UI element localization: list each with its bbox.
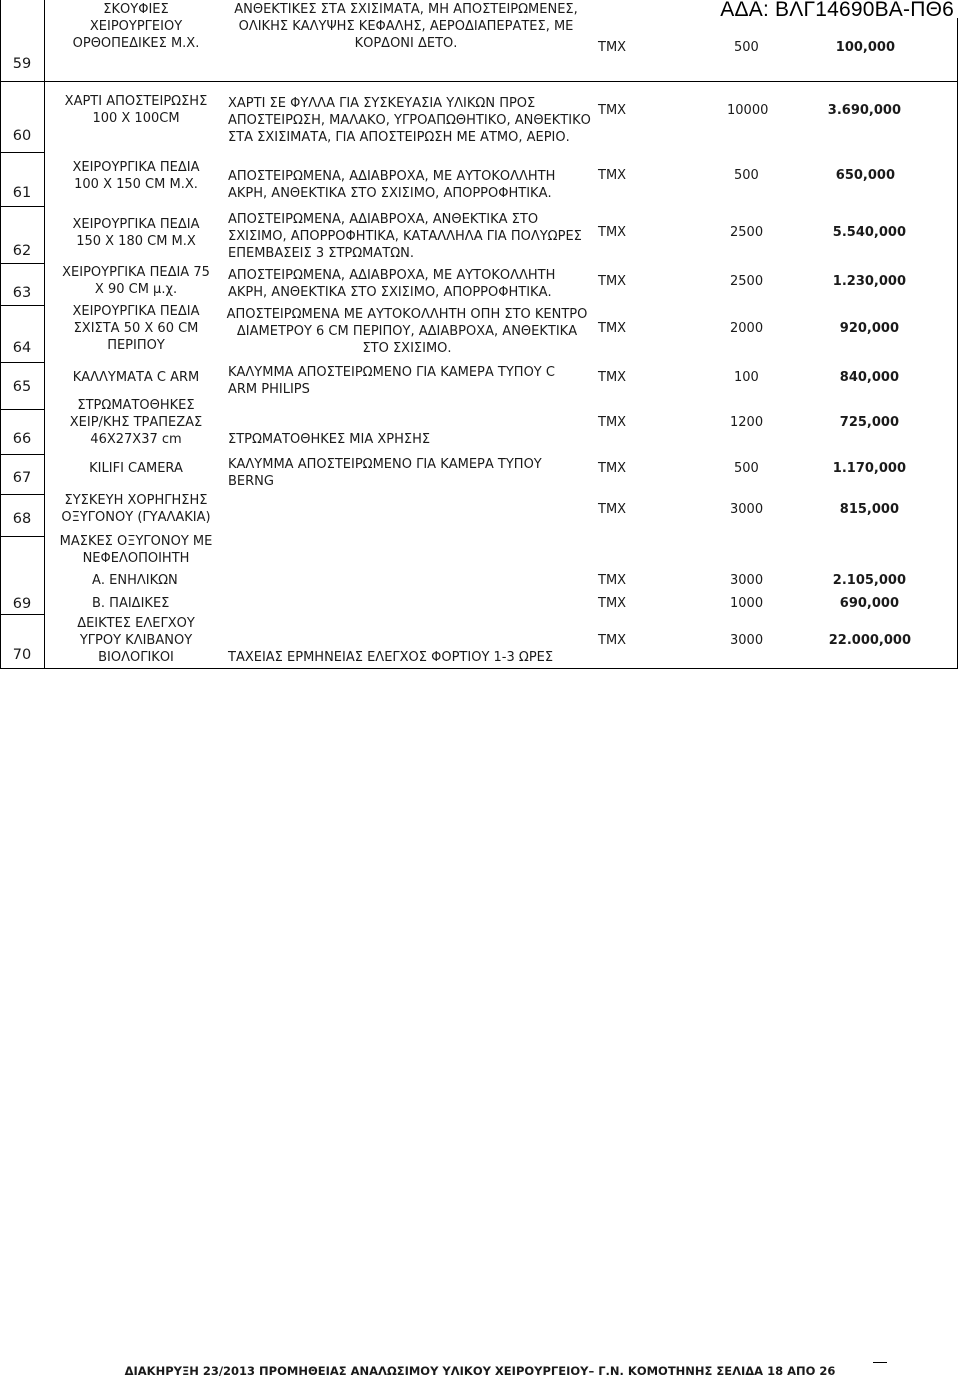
- item-description-line: ΚΑΛΥΜΜΑ ΑΠΟΣΤΕΙΡΩΜΕΝΟ ΓΙΑ ΚΑΜΕΡΑ ΤΥΠΟΥ C: [228, 365, 555, 380]
- quantity: 2500: [730, 225, 764, 240]
- item-name-line: 150 Χ 180 CM Μ.Χ: [76, 234, 196, 249]
- quantity: 3000: [730, 573, 764, 588]
- row-number: 67: [12, 470, 32, 486]
- row-divider: [0, 614, 45, 615]
- item-name-line: Χ 90 CM μ.χ.: [94, 282, 178, 297]
- unit: ΤΜΧ: [598, 415, 627, 430]
- unit: ΤΜΧ: [598, 274, 627, 289]
- unit: ΤΜΧ: [598, 321, 627, 336]
- item-name-line: ΧΑΡΤΙ ΑΠΟΣΤΕΙΡΩΣΗΣ: [64, 94, 208, 109]
- quantity: 500: [734, 40, 759, 55]
- row-divider: [0, 536, 45, 537]
- row-number: 62: [12, 243, 32, 259]
- row-number: 68: [12, 511, 32, 527]
- item-description-line: ΣΤΡΩΜΑΤΟΘΗΚΕΣ ΜΙΑ ΧΡΗΣΗΣ: [228, 432, 431, 447]
- item-description-line: ΑΠΟΣΤΕΙΡΩΜΕΝΑ, ΑΔΙΑΒΡΟΧΑ, ΑΝΘΕΚΤΙΚΑ ΣΤΟ: [228, 212, 539, 227]
- table-border-left: [0, 0, 1, 669]
- item-name-line: KILIFI CAMERA: [89, 461, 183, 476]
- item-name-line: ΜΑΣΚΕΣ ΟΞΥΓΟΝΟΥ ΜΕ: [59, 534, 213, 549]
- unit: ΤΜΧ: [598, 633, 627, 648]
- quantity: 3000: [730, 633, 764, 648]
- subitem-label: Α. ΕΝΗΛΙΚΩΝ: [92, 573, 178, 588]
- item-description-line: ΣΤΑ ΣΧΙΣΙΜΑΤΑ, ΓΙΑ ΑΠΟΣΤΕΙΡΩΣΗ ΜΕ ΑΤΜΟ, ΑΕΡΙΟ.: [228, 130, 570, 145]
- price: 1.230,000: [832, 274, 906, 289]
- price: 650,000: [835, 168, 895, 183]
- item-name-line: ΟΞΥΓΟΝΟΥ (ΓΥΑΛΑΚΙΑ): [61, 510, 211, 525]
- quantity: 100: [734, 370, 759, 385]
- row-number: 64: [12, 340, 32, 356]
- item-description-line: ΑΠΟΣΤΕΙΡΩΣΗ, ΜΑΛΑΚΟ, ΥΓΡΟΑΠΩΘΗΤΙΚΟ, ΑΝΘΕΚΤΙΚΟ: [228, 113, 591, 128]
- item-name-line: ΧΕΙΡΟΥΡΓΙΚΑ ΠΕΔΙΑ: [72, 160, 200, 175]
- price: 840,000: [839, 370, 899, 385]
- quantity: 500: [734, 461, 759, 476]
- row-divider: [0, 362, 45, 363]
- item-name-line: 46Χ27Χ37 cm: [90, 432, 182, 447]
- unit: ΤΜΧ: [598, 461, 627, 476]
- item-description-line: ΑΚΡΗ, ΑΝΘΕΚΤΙΚΑ ΣΤΟ ΣΧΙΣΙΜΟ, ΑΠΟΡΡΟΦΗΤΙΚΑ.: [228, 285, 552, 300]
- item-name-line: ΧΕΙΡΟΥΡΓΙΚΑ ΠΕΔΙΑ: [72, 304, 200, 319]
- item-name-line: ΥΓΡΟΥ ΚΛΙΒΑΝΟΥ: [79, 633, 193, 648]
- item-description-line: ΚΟΡΔΟΝΙ ΔΕΤΟ.: [354, 36, 458, 51]
- row-number: 69: [12, 596, 32, 612]
- item-description-line: ΣΤΟ ΣΧΙΣΙΜΟ.: [362, 341, 452, 356]
- row-divider: [0, 409, 45, 410]
- row-number: 59: [12, 56, 32, 72]
- item-name-line: ΣΚΟΥΦΙΕΣ: [103, 2, 169, 17]
- item-description-line: ΟΛΙΚΗΣ ΚΑΛΥΨΗΣ ΚΕΦΑΛΗΣ, ΑΕΡΟΔΙΑΠΕΡΑΤΕΣ, ΜΕ: [238, 19, 574, 34]
- item-name-line: ΣΥΣΚΕΥΗ ΧΟΡΗΓΗΣΗΣ: [64, 493, 208, 508]
- item-description-line: ARM PHILIPS: [228, 382, 310, 397]
- price: 815,000: [839, 502, 899, 517]
- table-border-bottom: [0, 668, 958, 669]
- ada-header: ΑΔΑ: ΒΛΓ14690ΒΑ-ΠΘ6: [720, 0, 954, 21]
- item-description-line: ΚΑΛΥΜΜΑ ΑΠΟΣΤΕΙΡΩΜΕΝΟ ΓΙΑ ΚΑΜΕΡΑ ΤΥΠΟΥ: [228, 457, 542, 472]
- item-name-line: ΧΕΙΡΟΥΡΓΙΚΑ ΠΕΔΙΑ: [72, 217, 200, 232]
- price: 22.000,000: [828, 633, 911, 648]
- row-number: 60: [12, 128, 32, 144]
- row-divider: [0, 152, 45, 153]
- item-description-line: ΕΠΕΜΒΑΣΕΙΣ 3 ΣΤΡΩΜΑΤΩΝ.: [228, 246, 415, 261]
- item-name-line: ΔΕΙΚΤΕΣ ΕΛΕΓΧΟΥ: [77, 616, 195, 631]
- unit: ΤΜΧ: [598, 225, 627, 240]
- item-description-line: ΑΝΘΕΚΤΙΚΕΣ ΣΤΑ ΣΧΙΣΙΜΑΤΑ, ΜΗ ΑΠΟΣΤΕΙΡΩΜΕΝΕΣ,: [234, 2, 578, 17]
- footer-dash: [873, 1362, 887, 1363]
- item-description-line: ΣΧΙΣΙΜΟ, ΑΠΟΡΡΟΦΗΤΙΚΑ, ΚΑΤΑΛΛΗΛΑ ΓΙΑ ΠΟΛΥΩΡΕΣ: [228, 229, 582, 244]
- quantity: 2500: [730, 274, 764, 289]
- row-divider: [0, 454, 45, 455]
- page-footer: ΔΙΑΚΗΡΥΞΗ 23/2013 ΠΡΟΜΗΘΕΙΑΣ ΑΝΑΛΩΣΙΜΟΥ ΥΛΙΚΟΥ ΧΕΙΡΟΥΡΓΕΙΟΥ– Γ.Ν. ΚΟΜΟΤΗΝΗΣ ΣΕΛΙΔΑ 18 ΑΠΟ 26: [124, 1364, 836, 1378]
- item-name-line: ΝΕΦΕΛΟΠΟΙΗΤΗ: [82, 551, 190, 566]
- row-number: 70: [12, 647, 32, 663]
- row-number: 63: [12, 285, 32, 301]
- column-divider: [44, 0, 45, 669]
- item-name-line: ΧΕΙΡΟΥΡΓΙΚΑ ΠΕΔΙΑ 75: [62, 265, 210, 280]
- quantity: 500: [734, 168, 759, 183]
- row-divider: [0, 305, 45, 306]
- unit: ΤΜΧ: [598, 596, 627, 611]
- item-description-line: ΧΑΡΤΙ ΣΕ ΦΥΛΛΑ ΓΙΑ ΣΥΣΚΕΥΑΣΙΑ ΥΛΙΚΩΝ ΠΡΟΣ: [228, 96, 536, 111]
- price: 920,000: [839, 321, 899, 336]
- item-name-line: 100 Χ 100CM: [92, 111, 180, 126]
- item-name-line: ΣΤΡΩΜΑΤΟΘΗΚΕΣ: [77, 398, 195, 413]
- price: 2.105,000: [832, 573, 906, 588]
- row-divider: [0, 494, 45, 495]
- price: 3.690,000: [827, 103, 901, 118]
- item-description-line: ΔΙΑΜΕΤΡΟΥ 6 CM ΠΕΡΙΠΟΥ, ΑΔΙΑΒΡΟΧΑ, ΑΝΘΕΚΤΙΚΑ: [236, 324, 578, 339]
- item-name-line: ΟΡΘΟΠΕΔΙΚΕΣ Μ.Χ.: [72, 36, 200, 51]
- item-name-line: ΚΑΛΛΥΜΑΤΑ C ARM: [72, 370, 200, 385]
- item-name-line: ΧΕΙΡ/ΚΗΣ ΤΡΑΠΕΖΑΣ: [69, 415, 203, 430]
- unit: ΤΜΧ: [598, 370, 627, 385]
- price: 5.540,000: [832, 225, 906, 240]
- unit: ΤΜΧ: [598, 103, 627, 118]
- row-divider: [0, 206, 45, 207]
- row-number: 66: [12, 431, 32, 447]
- table-border-right: [957, 18, 958, 669]
- item-name-line: ΠΕΡΙΠΟΥ: [107, 338, 165, 353]
- item-description-line: ΑΠΟΣΤΕΙΡΩΜΕΝΑ ΜΕ ΑΥΤΟΚΟΛΛΗΤΗ ΟΠΗ ΣΤΟ ΚΕΝΤΡΟ: [226, 307, 588, 322]
- price: 690,000: [839, 596, 899, 611]
- quantity: 3000: [730, 502, 764, 517]
- unit: ΤΜΧ: [598, 40, 627, 55]
- row-number: 61: [12, 185, 32, 201]
- item-description-line: ΑΚΡΗ, ΑΝΘΕΚΤΙΚΑ ΣΤΟ ΣΧΙΣΙΜΟ, ΑΠΟΡΡΟΦΗΤΙΚΑ.: [228, 186, 552, 201]
- item-name-line: ΣΧΙΣΤΑ 50 Χ 60 CM: [73, 321, 199, 336]
- item-name-line: ΧΕΙΡΟΥΡΓΕΙΟΥ: [89, 19, 183, 34]
- row-divider: [0, 81, 958, 82]
- row-divider: [0, 263, 45, 264]
- unit: ΤΜΧ: [598, 573, 627, 588]
- quantity: 2000: [730, 321, 764, 336]
- subitem-label: Β. ΠΑΙΔΙΚΕΣ: [92, 596, 170, 611]
- item-description-line: BERNG: [228, 474, 274, 489]
- quantity: 10000: [727, 103, 769, 118]
- quantity: 1000: [730, 596, 764, 611]
- unit: ΤΜΧ: [598, 502, 627, 517]
- item-description-line: ΑΠΟΣΤΕΙΡΩΜΕΝΑ, ΑΔΙΑΒΡΟΧΑ, ΜΕ ΑΥΤΟΚΟΛΛΗΤΗ: [228, 169, 556, 184]
- item-description-line: ΤΑΧΕΙΑΣ ΕΡΜΗΝΕΙΑΣ ΕΛΕΓΧΟΣ ΦΟΡΤΙΟΥ 1-3 ΩΡΕΣ: [228, 650, 554, 665]
- item-name-line: ΒΙΟΛΟΓΙΚΟΙ: [98, 650, 174, 665]
- row-number: 65: [12, 379, 32, 395]
- price: 1.170,000: [832, 461, 906, 476]
- quantity: 1200: [730, 415, 764, 430]
- price: 100,000: [835, 40, 895, 55]
- item-name-line: 100 Χ 150 CM Μ.Χ.: [74, 177, 198, 192]
- price: 725,000: [839, 415, 899, 430]
- item-description-line: ΑΠΟΣΤΕΙΡΩΜΕΝΑ, ΑΔΙΑΒΡΟΧΑ, ΜΕ ΑΥΤΟΚΟΛΛΗΤΗ: [228, 268, 556, 283]
- unit: ΤΜΧ: [598, 168, 627, 183]
